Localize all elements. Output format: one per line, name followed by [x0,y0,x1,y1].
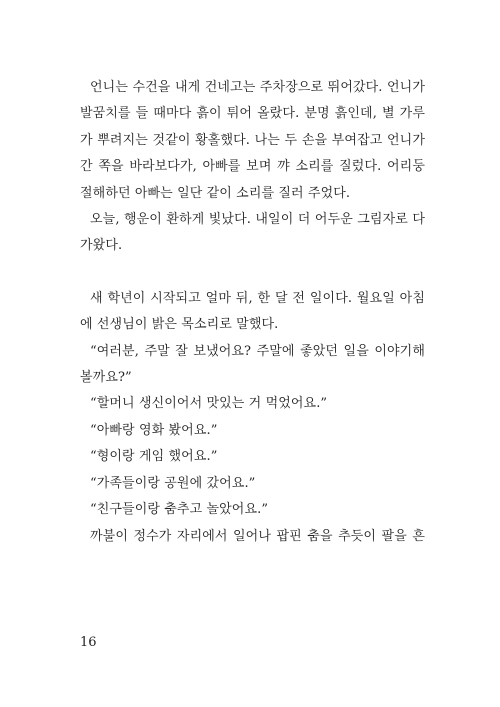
dialogue-line: “아빠랑 영화 봤어요.” [90,422,218,438]
paragraph: 새 학년이 시작되고 얼마 뒤, 한 달 전 일이다. 월요일 아침에 선생님이 밝은 목소리로 말했다. [80,290,425,333]
dialogue-line: “친구들이랑 춤추고 놀았어요.” [90,502,269,518]
dialogue-line: “할머니 생신이어서 맛있는 거 먹었어요.” [90,396,328,412]
page-number: 16 [80,635,97,650]
dialogue-line: “가족들이랑 공원에 갔어요.” [90,475,256,491]
dialogue-line: “형이랑 게임 했어요.” [90,449,218,465]
paragraph: 언니는 수건을 내게 건네고는 주차장으로 뛰어갔다. 언니가 발꿈치를 들 때마다 흙이 튀어 올랐다. 분명 흙인데, 별 가루가 뿌려지는 것같이 황홀했다. 나는 두 손을 부여잡고 언니가 간 쪽을 바라보다가, 아빠를 보며 꺄 소리를 질렀다. 어리둥절해하던 아빠는 일단 같이 소리를 질러 주었다. [80,80,425,201]
dialogue-line: “여러분, 주말 잘 보냈어요? 주말에 좋았던 일을 이야기해 볼까요?” [80,343,425,386]
paragraph: 오늘, 행운이 환하게 빛났다. 내일이 더 어두운 그림자로 다가왔다. [80,212,425,254]
body-text [80,75,425,550]
paragraph: 까불이 정수가 자리에서 일어나 팝핀 춤을 추듯이 팔을 흔 [90,528,425,544]
